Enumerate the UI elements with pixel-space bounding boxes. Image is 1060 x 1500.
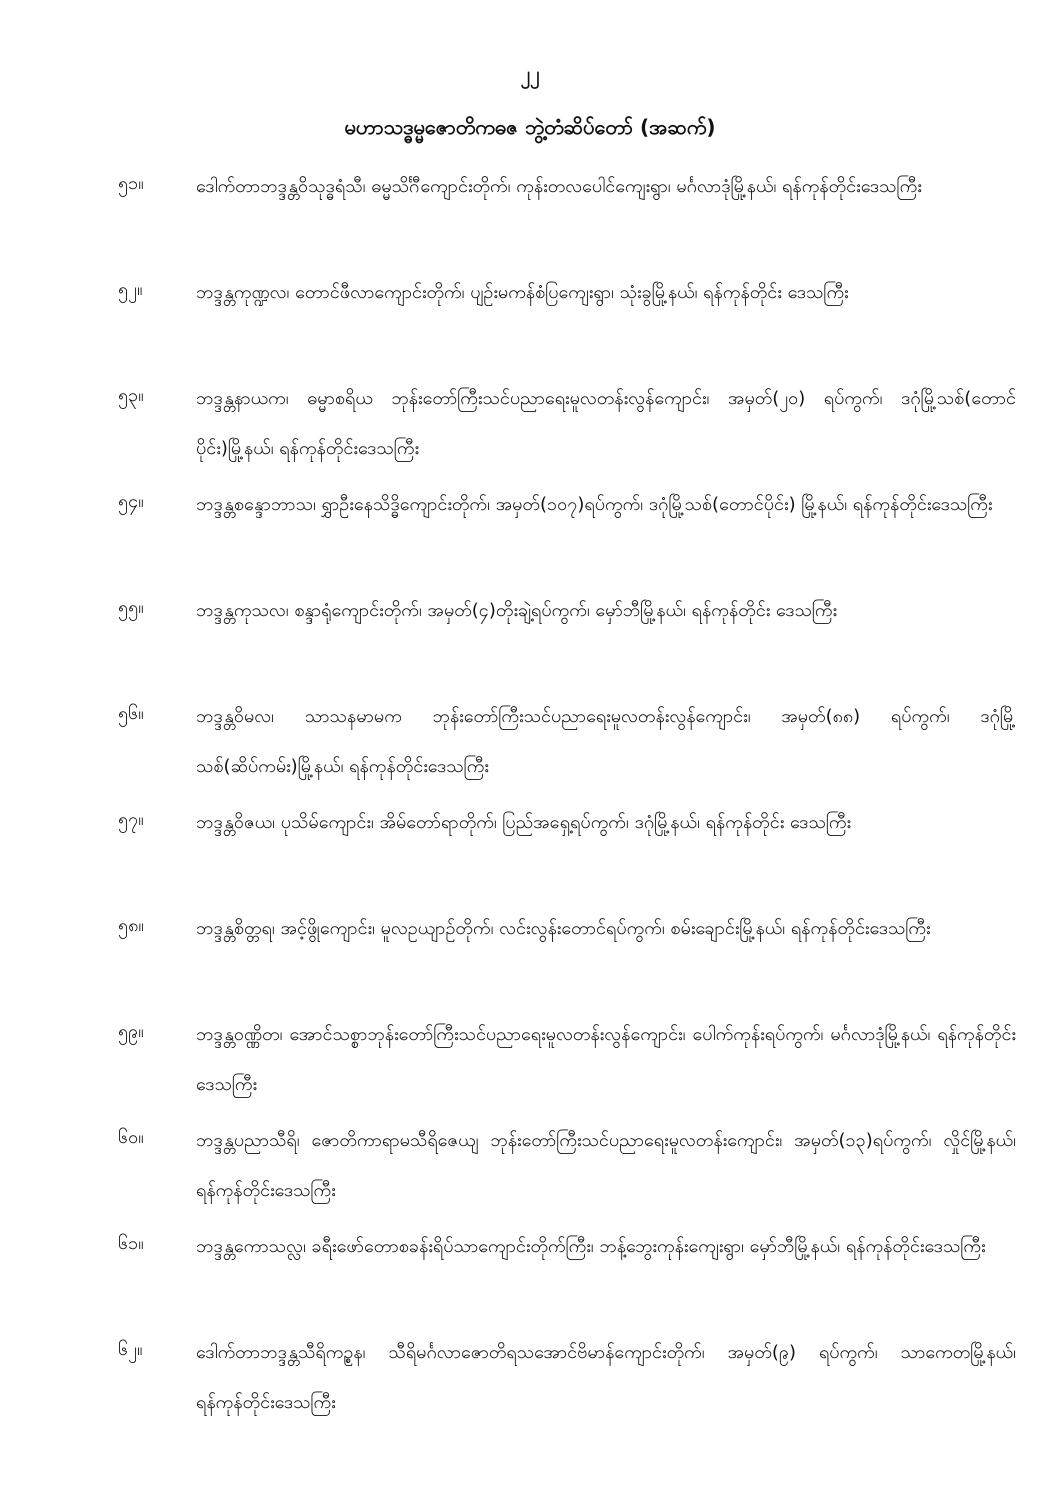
entry-number: ၅၉။ <box>118 1021 144 1042</box>
list-item <box>118 904 1016 1010</box>
entry-number: ၅၇။ <box>118 809 144 830</box>
entry-text: ဘဒ္ဒန္တကုဏ္ဍလ၊ တောင်ဖီလာကျောင်းတိုက်၊ ပျဉ်းမကန်စံပြကျေးရွာ၊ သုံးခွမြို့နယ်၊ ရန်ကုန်တိုင်း ဒေသကြီး <box>196 282 849 303</box>
list-item <box>118 268 1016 374</box>
list-item <box>118 798 1016 904</box>
entry-text: ဘဒ္ဒန္တကောသလ္လ၊ ခရီးဖော်တောစခန်းရိပ်သာကျောင်းတိုက်ကြီး၊ ဘန့်ဘွေးကုန်းကျေးရွာ၊ မှော်ဘီမြို့နယ်၊ ရန်ကုန်တိုင်းဒေသကြီး <box>196 1236 986 1257</box>
list-item <box>118 374 1016 480</box>
page-title: မဟာသဒ္ဓမ္မဇောတိကဓဇ ဘွဲ့တံဆိပ်တော် (အဆက်) <box>344 115 716 139</box>
list-item <box>118 692 1016 798</box>
page-number: ၂၂ <box>520 63 540 85</box>
list-item <box>118 480 1016 586</box>
entry-number: ၅၄။ <box>118 491 144 512</box>
list-item <box>118 586 1016 692</box>
entry-text: ဘဒ္ဒန္တစန္ဒောဘာသ၊ ရွှာဦးနေသိဒ္ဓိကျောင်းတိုက်၊ အမှတ်(၁၀၇)ရပ်ကွက်၊ ဒဂုံမြို့သစ်(တောင်ပိုင်း) မြို့နယ်၊ ရန်ကုန်တိုင်းဒေသကြီး <box>196 494 993 515</box>
entry-number: ၅၃။ <box>118 385 144 406</box>
entry-number: ၅၆။ <box>118 703 144 724</box>
entry-number: ၆၂။ <box>118 1339 143 1360</box>
entry-text: ဘဒ္ဒန္တဝဏ္ဏိတ၊ အောင်သစ္စာဘုန်းတော်ကြီးသင်ပညာရေးမူလတန်းလွန်ကျောင်း၊ ပေါက်ကုန်းရပ်ကွက်၊ မင်္ဂလာဒုံမြို့နယ်၊ ရန်ကုန်တိုင်းဒေသကြီး <box>196 1024 1016 1095</box>
entry-number: ၅၈။ <box>118 915 144 936</box>
list-item <box>118 1222 1016 1328</box>
list-item <box>118 1116 1016 1222</box>
list-item <box>118 1010 1016 1116</box>
entry-number: ၆၀။ <box>118 1127 144 1148</box>
entry-text: ဘဒ္ဒန္တဝိဇယ၊ ပုသိမ်ကျောင်း၊ အိမ်တော်ရာတိုက်၊ ပြည်အရှေ့ရပ်ကွက်၊ ဒဂုံမြို့နယ်၊ ရန်ကုန်တိုင်း ဒေသကြီး <box>196 812 852 833</box>
entry-text: ဘဒ္ဒန္တနာယက၊ ဓမ္မာစရိယ ဘုန်းတော်ကြီးသင်ပညာရေးမူလတန်းလွန်ကျောင်း၊ အမှတ်(၂၀) ရပ်ကွက်၊ ဒဂုံမြို့သစ်(တောင်ပိုင်း)မြို့နယ်၊ ရန်ကုန်တိုင်းဒေသကြီး <box>196 388 1016 459</box>
entry-list <box>118 162 1016 1434</box>
entry-text: ဘဒ္ဒန္တပညာသီရိ၊ ဇောတိကာရာမသီရိဇေယျ ဘုန်းတော်ကြီးသင်ပညာရေးမူလတန်းကျောင်း၊ အမှတ်(၁၃)ရပ်ကွက်၊ လှိုင်မြို့နယ်၊ ရန်ကုန်တိုင်းဒေသကြီး <box>196 1130 1016 1201</box>
entry-text: ဘဒ္ဒန္တကုသလ၊ စန္ဒာရုံကျောင်းတိုက်၊ အမှတ်(၄)တိုးချဲ့ရပ်ကွက်၊ မှော်ဘီမြို့နယ်၊ ရန်ကုန်တိုင်း ဒေသကြီး <box>196 600 838 621</box>
list-item <box>118 1328 1016 1434</box>
entry-number: ၅၁။ <box>118 173 144 194</box>
entry-number: ၅၂။ <box>118 279 143 300</box>
entry-text: ဘဒ္ဒန္တဝိမလ၊ သာသနမာမက ဘုန်းတော်ကြီးသင်ပညာရေးမူလတန်းလွန်ကျောင်း၊ အမှတ်(၈၈) ရပ်ကွက်၊ ဒဂုံမြို့သစ်(ဆိပ်ကမ်း)မြို့နယ်၊ ရန်ကုန်တိုင်းဒေသကြီး <box>196 706 1016 777</box>
entry-number: ၆၁။ <box>118 1233 144 1254</box>
entry-text: ဒေါက်တာဘဒ္ဒန္တဝိသုဒ္ဓရံသီ၊ ဓမ္မသိင်္ဂီကျောင်းတိုက်၊ ကုန်းတလပေါင်ကျေးရွာ၊ မင်္ဂလာဒုံမြို့နယ်၊ ရန်ကုန်တိုင်းဒေသကြီး <box>196 176 922 197</box>
entry-number: ၅၅။ <box>118 597 144 618</box>
entry-text: ဒေါက်တာဘဒ္ဒန္တသီရိကဥ္စန၊ သီရိမင်္ဂလာဇောတိရသအောင်ဗိမာန်ကျောင်းတိုက်၊ အမှတ်(၉) ရပ်ကွက်၊ သာကေတမြို့နယ်၊ ရန်ကုန်တိုင်းဒေသကြီး <box>196 1342 1016 1413</box>
list-item <box>118 162 1016 268</box>
entry-text: ဘဒ္ဒန္တစိတ္တရ၊ အင့်ဖွိုကျောင်း၊ မူလဥယျာဉ်တိုက်၊ လင်းလွန်းတောင်ရပ်ကွက်၊ စမ်းချောင်းမြို့နယ်၊ ရန်ကုန်တိုင်းဒေသကြီး <box>196 918 931 939</box>
